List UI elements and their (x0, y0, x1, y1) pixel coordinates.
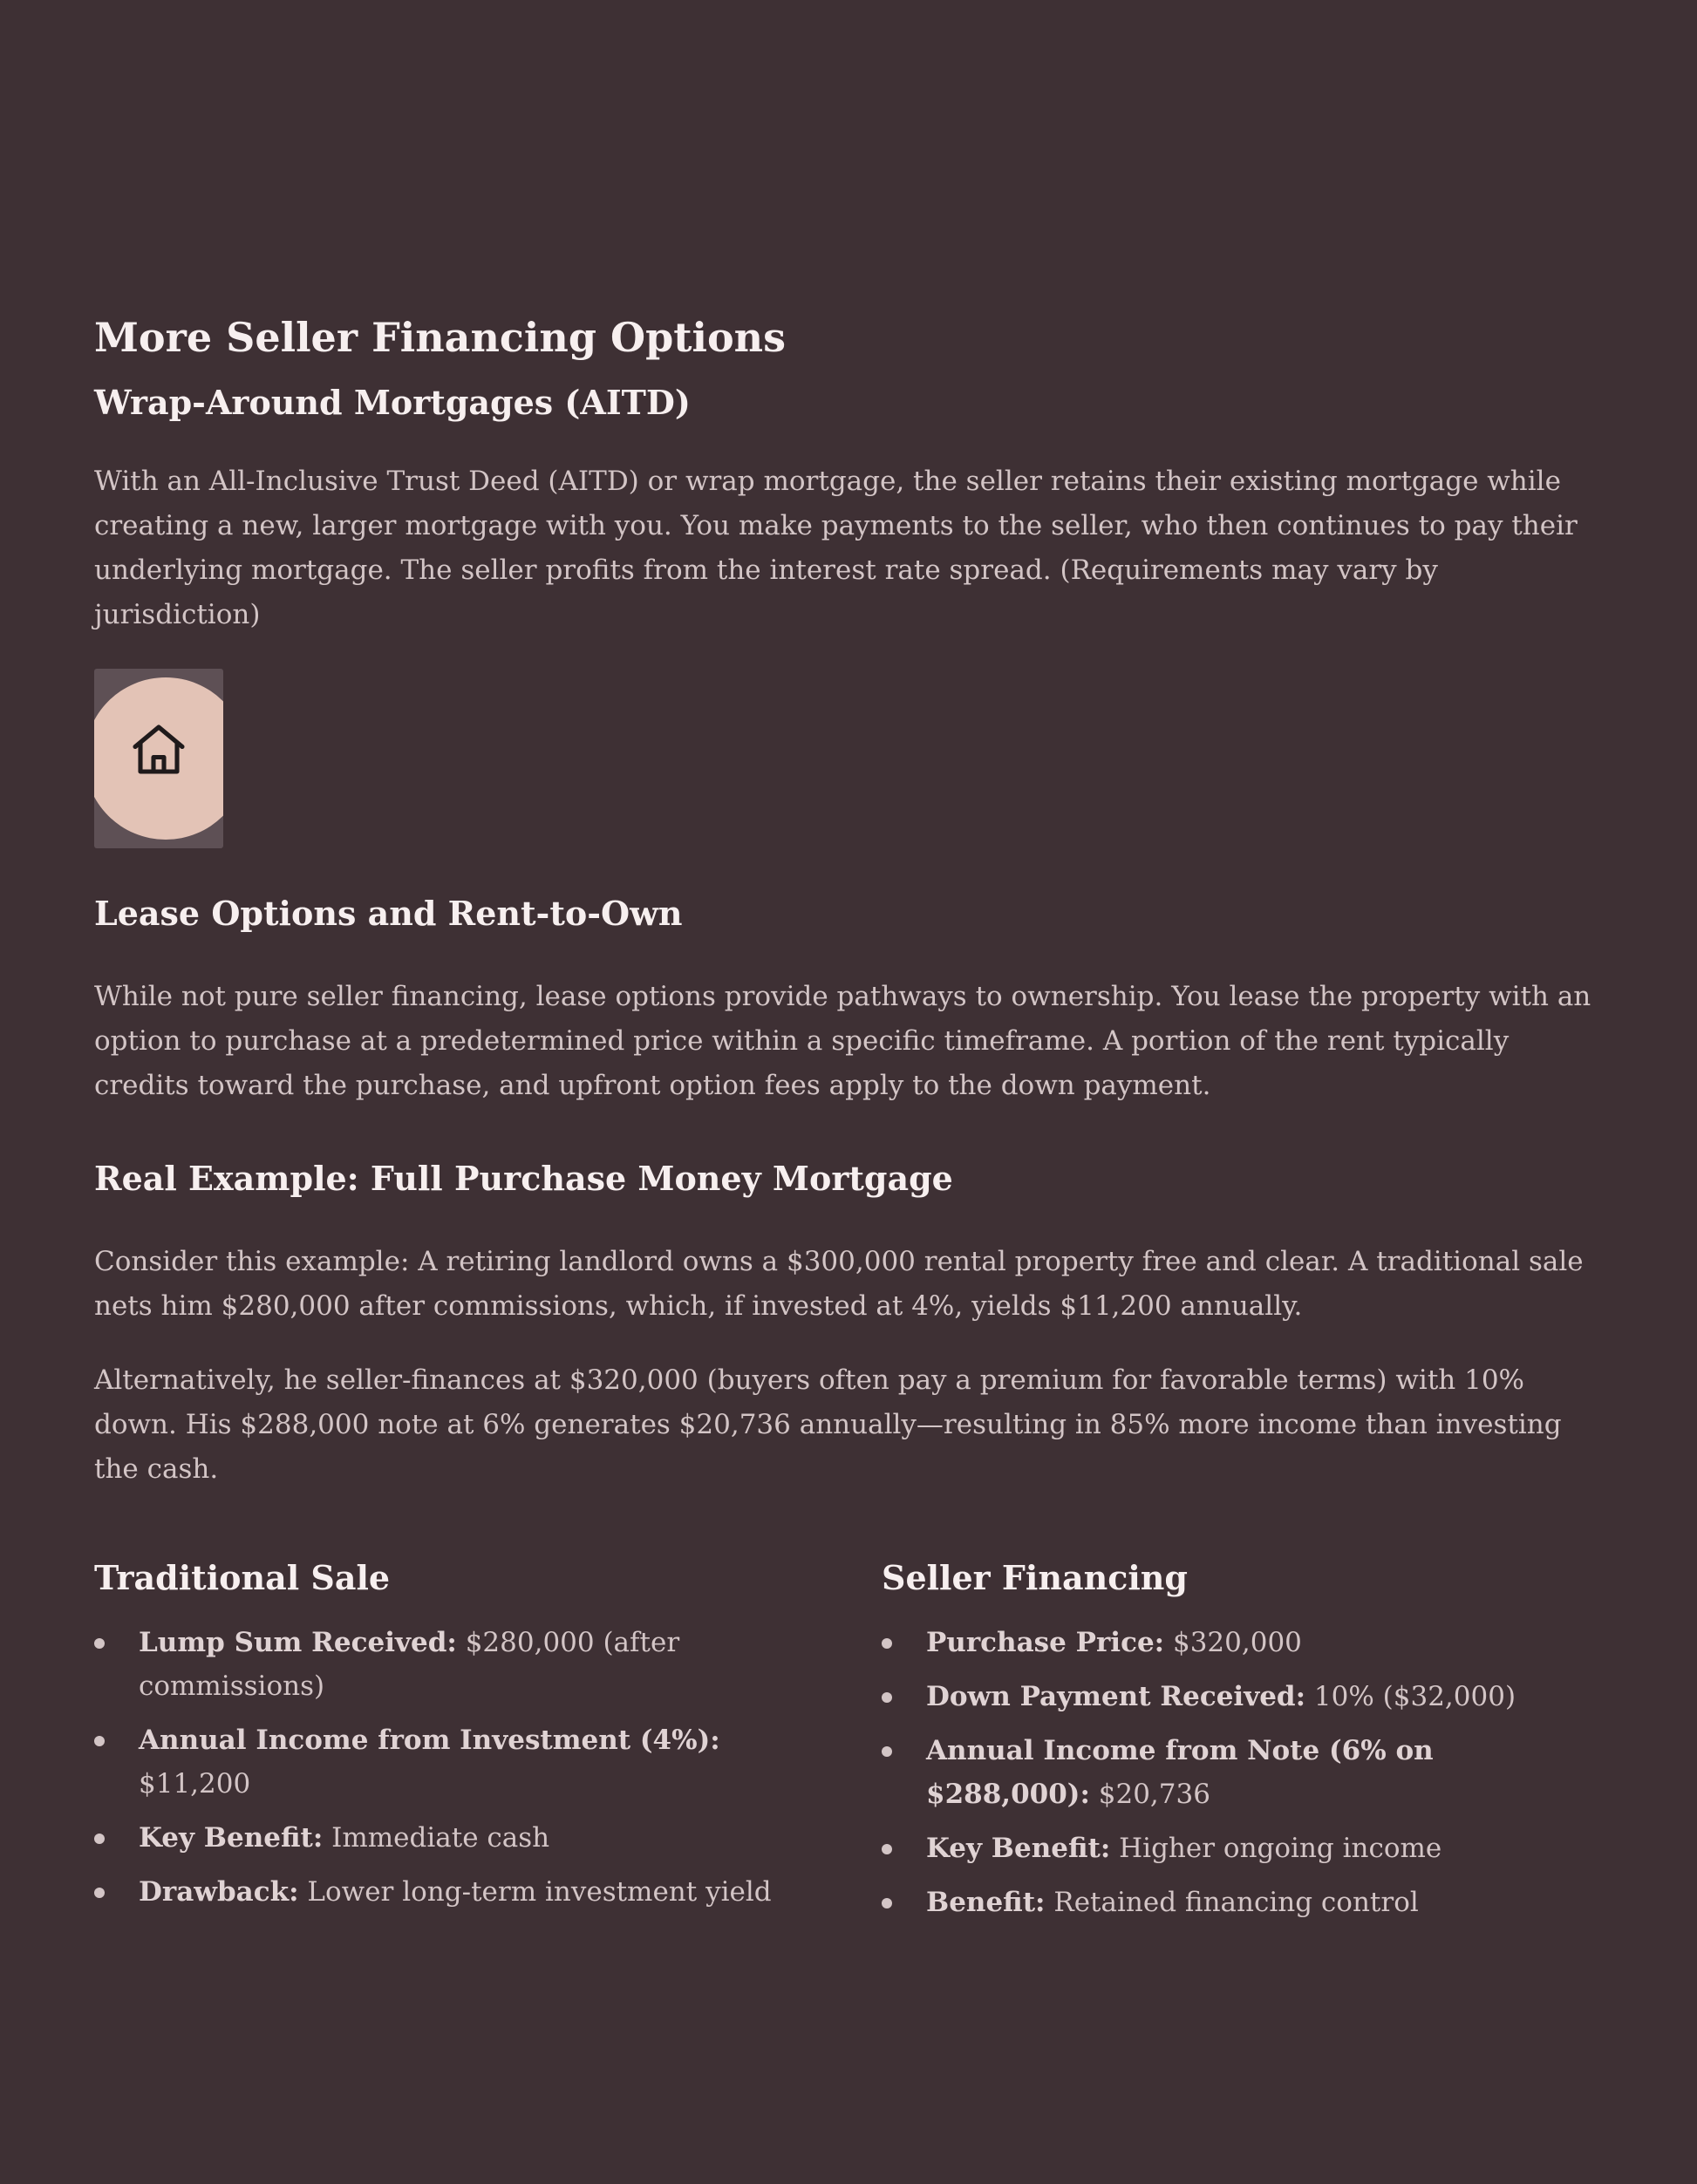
real-example-heading: Real Example: Full Purchase Money Mortgage (94, 1158, 953, 1198)
lease-options-heading: Lease Options and Rent-to-Own (94, 893, 683, 933)
item-label: Benefit: (926, 1886, 1046, 1918)
example-paragraph-1: Consider this example: A retiring landlord owns a $300,000 rental property free and clear. A traditional sale nets him $280,000 after commissions, which, if invested at 4%, yields $11,200 annually. (94, 1246, 1584, 1323)
list-item (882, 1827, 1603, 1870)
seller-financing-list (882, 1621, 1603, 1924)
list-item (882, 1675, 1603, 1718)
example-paragraph-2: Alternatively, he seller-finances at $320,000 (buyers often pay a premium for favorable terms) with 10% down. His $288,000 note at 6% generates $20,736 annually—resulting in 85% more income than investing the cash. (94, 1364, 1562, 1486)
item-value: Lower long-term investment yield (298, 1875, 772, 1908)
list-item (94, 1718, 882, 1806)
house-icon (127, 719, 190, 782)
item-label: Down Payment Received: (926, 1680, 1306, 1712)
wrap-mortgage-body: With an All-Inclusive Trust Deed (AITD) or wrap mortgage, the seller retains their existing mortgage while creating a new, larger mortgage with you. You make payments to the seller, who then continues to pay their underlying mortgage. The seller profits from the interest rate spread. (Requirements may vary by jurisdiction) (94, 465, 1578, 630)
house-icon-tile (94, 669, 223, 848)
item-label: Key Benefit: (139, 1821, 324, 1854)
item-value: Higher ongoing income (1110, 1832, 1442, 1864)
list-item (94, 1870, 882, 1914)
page-title: More Seller Financing Options (94, 314, 786, 361)
list-item (94, 1621, 882, 1708)
seller-financing-column (882, 1556, 1603, 1934)
item-label: Drawback: (139, 1875, 299, 1908)
item-value: Immediate cash (323, 1821, 550, 1854)
seller-financing-heading: Seller Financing (882, 1558, 1188, 1598)
page (94, 314, 1603, 1935)
item-label: Lump Sum Received: (139, 1626, 457, 1658)
item-label: Key Benefit: (926, 1832, 1111, 1864)
list-item (882, 1881, 1603, 1924)
item-value: Retained financing control (1045, 1886, 1419, 1918)
list-item (882, 1729, 1603, 1816)
traditional-sale-list (94, 1621, 882, 1914)
item-value: 10% ($32,000) (1305, 1680, 1516, 1712)
traditional-sale-heading: Traditional Sale (94, 1558, 391, 1598)
item-value: $280,000 (after commissions) (139, 1626, 680, 1702)
item-label: Annual Income from Investment (4%): (139, 1724, 720, 1756)
wrap-mortgage-heading: Wrap-Around Mortgages (AITD) (94, 383, 691, 423)
comparison-columns (94, 1556, 1603, 1934)
item-value: $11,200 (139, 1767, 251, 1800)
item-label: Annual Income from Note (6% on $288,000): (926, 1734, 1434, 1810)
item-label: Purchase Price: (926, 1626, 1165, 1658)
list-item (94, 1816, 882, 1860)
lease-options-body: While not pure seller financing, lease options provide pathways to ownership. You lease the property with an option to purchase at a predetermined price within a specific timeframe. A portion of the rent typically credits toward the purchase, and upfront option fees apply to the down payment. (94, 980, 1591, 1101)
item-value: $20,736 (1089, 1778, 1210, 1810)
list-item (882, 1621, 1603, 1664)
traditional-sale-column (94, 1556, 882, 1934)
item-value: $320,000 (1164, 1626, 1302, 1658)
